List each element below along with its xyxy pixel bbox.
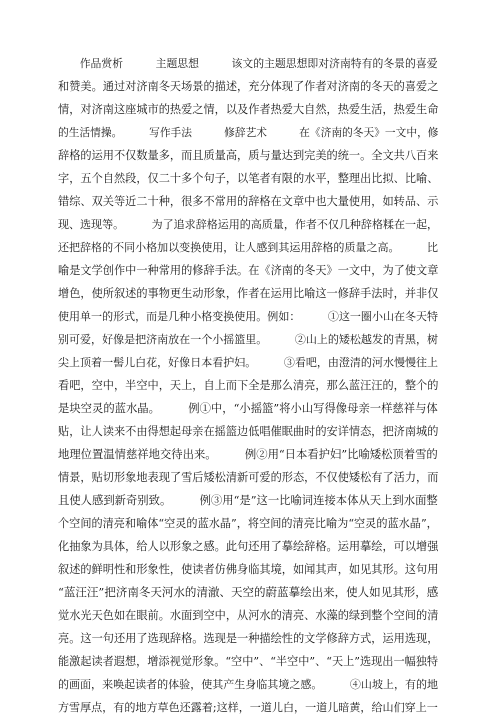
text-line: 觉水光天色如在眼前。水面到空中，从河水的清亮、水藻的绿到整个空间的清 [58,609,439,622]
text-line: 能激起读者遐想，增添视觉形象。“空中”、“半空中”、“天上”选现出一幅独特 [58,655,439,668]
text-line: 增色，使所叙述的事物更生动形象，作者在运用比喻这一修辞手法时，并非仅 [58,287,439,300]
text-line: 亮。这一句还用了选现辞格。选现是一种描绘性的文学修辞方式，运用选现， [58,632,439,645]
text-line: 情景，贴切形象地表现了雪后矮松清新可爱的形态，不仅使矮松有了活力，而 [58,471,439,484]
text-line: 喻是文学创作中一种常用的修辞手法。在《济南的冬天》一文中，为了使文章 [58,264,439,277]
text-line: 错综、双关等近二十种，很多不常用的辞格在文章中也大量使用，如转品、示 [58,195,439,208]
text-line: “蓝汪汪”把济南冬天河水的清澈、天空的蔚蓝摹绘出来，使人如见其形，感 [58,585,439,599]
text-line: 贴，让人读来不由得想起母亲在摇篮边低唱催眠曲时的安详情态，把济南城的 [58,425,439,438]
text-line: 的画面，来唤起读者的体验，使其产生身临其境之感。 ④山坡上，有的地 [58,678,439,691]
text-line: 现、选现等。 为了追求辞格运用的高质量，作者不仅几种辞格糅在一起， [58,218,439,231]
text-line: 看吧，空中，半空中，天上，自上而下全是那么清亮，那么蓝汪汪的，整个的 [58,379,439,392]
text-line: 个空间的清亮和喻体“空灵的蓝水晶”，将空间的清亮比喻为“空灵的蓝水晶”， [58,517,438,530]
text-line: 情，对济南这座城市的热爱之情，以及作者热爱大自然，热爱生活，热爱生命 [58,103,439,116]
text-line: 使用单一的形式，而是几种小格变换使用。例如： ①这一圈小山在冬天特 [58,310,439,323]
text-line: 尖上顶着一髻儿白花，好像日本看护妇。 ③看吧，由澄清的河水慢慢往上 [58,356,439,369]
text-line: 辞格的运用不仅数量多，而且质量高，质与量达到完美的统一。全文共八百来 [58,149,439,162]
text-line: 方雪厚点，有的地方草色还露着;这样，一道儿白，一道儿暗黄，给山们穿上一 [58,701,438,714]
text-line: 且使人感到新奇别致。 例③用“是”这一比喻词连接本体从天上到水面整 [58,493,438,507]
text-line: 作品赏析 主题思想 该文的主题思想即对济南特有的冬景的喜爱 [58,57,438,70]
text-line: 别可爱，好像是把济南放在一个小摇篮里。 ②山上的矮松越发的青黑，树 [58,333,439,346]
text-line: 叙述的鲜明性和形象性，使读者仿佛身临其境，如闻其声，如见其形。这句用 [58,563,439,576]
text-line: 的生活情操。 写作手法 修辞艺术 在《济南的冬天》一文中，修 [58,126,439,139]
text-line: 字，五个自然段，仅二十多个句子，以笔者有限的水平，整理出比拟、比喻、 [58,172,439,185]
text-line: 和赞美。通过对济南冬天场景的描述，充分体现了作者对济南的冬天的喜爱之 [58,80,439,93]
text-line: 是块空灵的蓝水晶。 例①中，“小摇篮”将小山写得像母亲一样慈祥与体 [58,401,438,415]
text-line: 地理位置温情慈祥地交待出来。 例②用“日本看护妇”比喻矮松顶着雪的 [58,447,438,461]
text-line: 还把辞格的不同小格加以变换使用，让人感到其运用辞格的质量之高。 比 [58,241,439,254]
article-body [58,52,440,719]
text-line: 化抽象为具体，给人以形象之感。此句还用了摹绘辞格。运用摹绘，可以增强 [58,540,439,553]
